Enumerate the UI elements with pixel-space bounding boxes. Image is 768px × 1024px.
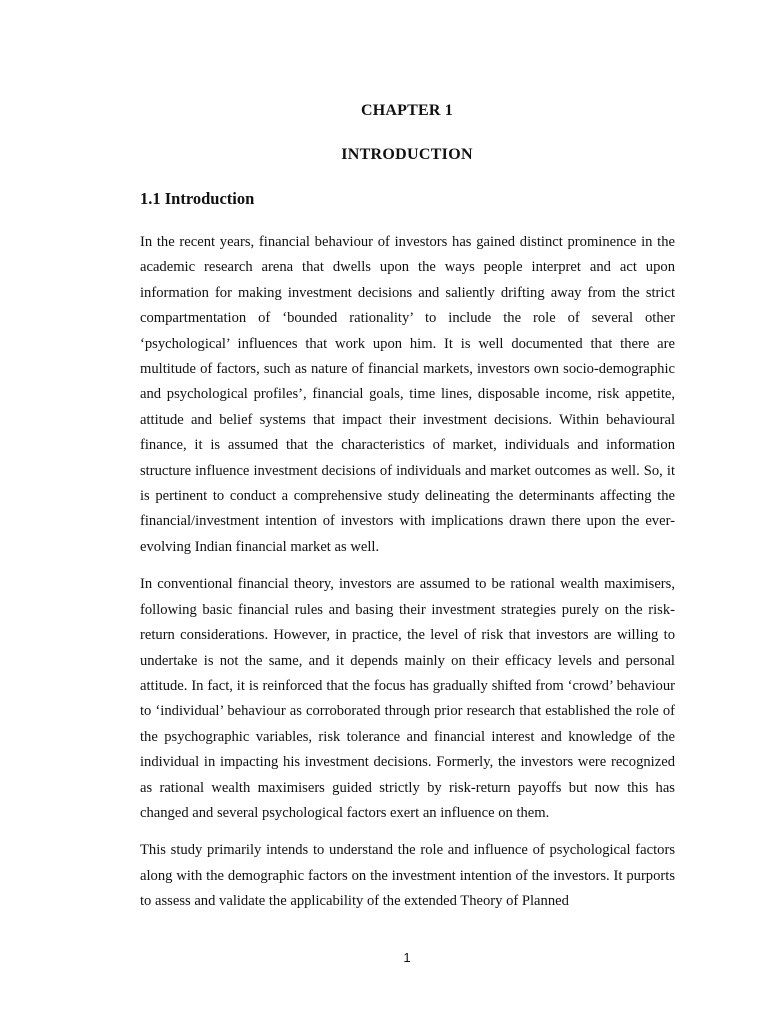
paragraph-2: In conventional financial theory, investors are assumed to be rational wealth maximisers, following basic financial rules and basing their investment strategies purely on the risk-return considerations. However, in practice, the level of risk that investors are willing to undertake is not the same, and it depends mainly on their efficacy levels and personal attitude. In fact, it is reinforced that the focus has gradually shifted from ‘crowd’ behaviour to ‘individual’ behaviour as corroborated through prior research that established the role of the psychographic variables, risk tolerance and financial interest and knowledge of the individual in impacting his investment decisions. Formerly, the investors were recognized as rational wealth maximisers guided strictly by risk-return payoffs but now this has changed and several psychological factors exert an influence on them. <box>140 576 675 821</box>
paragraph-1: In the recent years, financial behaviour of investors has gained distinct prominence in the academic research arena that dwells upon the ways people interpret and act upon information for making investment decisions and saliently drifting away from the strict compartmentation of ‘bounded rationality’ to include the role of several other ‘psychological’ influences that work upon him. It is well documented that there are multitude of factors, such as nature of financial markets, investors own socio-demographic and psychological profiles’, financial goals, time lines, disposable income, risk appetite, attitude and belief systems that impact their investment decisions. Within behavioural finance, it is assumed that the characteristics of market, individuals and information structure influence investment decisions of individuals and market outcomes as well. So, it is pertinent to conduct a comprehensive study delineating the determinants affecting the financial/investment intention of investors with implications drawn there upon the ever-evolving Indian financial market as well. <box>140 234 675 555</box>
chapter-title: INTRODUCTION <box>341 146 473 163</box>
section-heading: 1.1 Introduction <box>140 189 255 208</box>
chapter-label: CHAPTER 1 <box>360 102 454 119</box>
paragraph-3: This study primarily intends to understand the role and influence of psychological factors along with the demographic factors on the investment intention of the investors. It purports to assess and validate the applicability of the extended Theory of Planned <box>140 842 675 910</box>
body-text <box>140 230 675 915</box>
page-number: 1 <box>403 950 411 965</box>
